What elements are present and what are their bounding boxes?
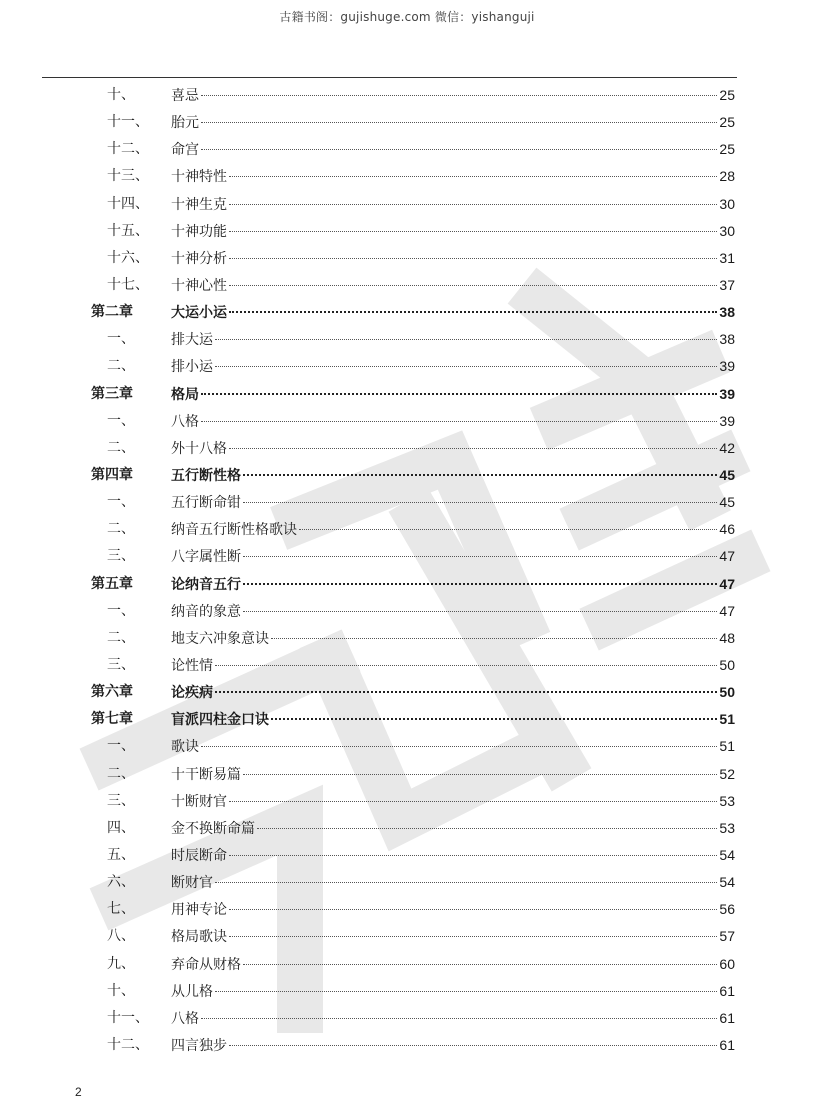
toc-entry-page[interactable]: 53 — [719, 819, 735, 836]
toc-dot-leader — [215, 691, 717, 693]
toc-section-row[interactable] — [0, 815, 814, 842]
toc-entry-body[interactable] — [171, 923, 735, 951]
toc-dot-leader — [201, 1018, 717, 1019]
toc-entry-page[interactable]: 54 — [719, 846, 735, 863]
toc-entry-number: 十一、 — [107, 1009, 149, 1026]
toc-entry-body[interactable] — [171, 788, 735, 816]
toc-entry-page[interactable]: 47 — [719, 602, 735, 619]
toc-entry-title[interactable]: 断财官 — [171, 875, 213, 892]
toc-section-row[interactable] — [0, 326, 814, 353]
toc-chapter-row[interactable] — [0, 381, 814, 408]
toc-entry-title[interactable]: 命宫 — [171, 142, 199, 159]
toc-entry-page[interactable]: 47 — [719, 548, 735, 565]
toc-section-row[interactable] — [0, 869, 814, 896]
toc-entry-number: 第二章 — [91, 304, 133, 321]
toc-section-row[interactable] — [0, 951, 814, 978]
toc-entry-page[interactable]: 51 — [719, 711, 735, 728]
toc-entry-number: 三、 — [107, 656, 135, 673]
toc-entry-body[interactable] — [171, 1005, 735, 1033]
toc-entry-body[interactable] — [171, 842, 735, 870]
toc-entry-title[interactable]: 喜忌 — [171, 88, 199, 104]
toc-entry-number: 九、 — [107, 955, 135, 972]
toc-dot-leader — [271, 718, 717, 720]
toc-section-row[interactable] — [0, 191, 814, 218]
toc-dot-leader — [215, 991, 717, 992]
toc-entry-body[interactable] — [171, 951, 735, 979]
toc-entry-body[interactable] — [171, 869, 735, 897]
toc-entry-number: 一、 — [107, 602, 135, 619]
toc-dot-leader — [201, 149, 717, 150]
toc-section-row[interactable] — [0, 245, 814, 272]
toc-entry-number: 十五、 — [107, 222, 149, 239]
toc-entry-number: 四、 — [107, 819, 135, 836]
toc-entry-page[interactable]: 51 — [719, 738, 735, 755]
toc-dot-leader — [201, 95, 717, 96]
toc-entry-title[interactable]: 从儿格 — [171, 983, 213, 1000]
toc-entry-page[interactable]: 45 — [719, 494, 735, 511]
toc-entry-number: 二、 — [107, 358, 135, 375]
toc-dot-leader — [215, 882, 717, 883]
toc-entry-title[interactable]: 八格 — [171, 413, 199, 430]
toc-entry-page[interactable]: 56 — [719, 901, 735, 918]
table-of-contents — [0, 82, 814, 1059]
toc-entry-page[interactable]: 61 — [719, 982, 735, 999]
toc-chapter-row[interactable] — [0, 679, 814, 706]
toc-entry-body[interactable] — [171, 245, 735, 273]
toc-entry-page[interactable]: 54 — [719, 874, 735, 891]
toc-chapter-row[interactable] — [0, 571, 814, 598]
toc-dot-leader — [271, 638, 717, 639]
toc-entry-number: 第六章 — [91, 684, 133, 701]
toc-entry-page[interactable]: 47 — [719, 575, 735, 592]
toc-entry-title[interactable]: 盲派四柱金口诀 — [171, 712, 269, 729]
toc-entry-body[interactable] — [171, 326, 735, 354]
toc-entry-page[interactable]: 39 — [719, 412, 735, 429]
toc-dot-leader — [299, 529, 717, 530]
toc-entry-title[interactable]: 格局 — [171, 386, 199, 403]
toc-entry-page[interactable]: 28 — [719, 168, 735, 185]
toc-section-row[interactable] — [0, 978, 814, 1005]
toc-section-row[interactable] — [0, 733, 814, 760]
toc-entry-number: 十、 — [107, 87, 135, 103]
toc-section-row[interactable] — [0, 163, 814, 190]
toc-section-row[interactable] — [0, 272, 814, 299]
toc-entry-title[interactable]: 时辰断命 — [171, 847, 227, 864]
toc-section-row[interactable] — [0, 353, 814, 380]
toc-section-row[interactable] — [0, 652, 814, 679]
toc-entry-number: 二、 — [107, 521, 135, 538]
toc-dot-leader — [215, 366, 717, 367]
toc-entry-page[interactable]: 39 — [719, 385, 735, 402]
toc-entry-body[interactable] — [171, 109, 735, 137]
toc-section-row[interactable] — [0, 598, 814, 625]
toc-entry-number: 八、 — [107, 928, 135, 945]
toc-entry-body[interactable] — [171, 82, 735, 110]
toc-entry-page[interactable]: 42 — [719, 439, 735, 456]
toc-entry-body[interactable] — [171, 489, 735, 517]
toc-section-row[interactable] — [0, 788, 814, 815]
toc-entry-page[interactable]: 30 — [719, 222, 735, 239]
toc-entry-body[interactable] — [171, 163, 735, 191]
toc-entry-number: 十二、 — [107, 1036, 149, 1053]
toc-entry-body[interactable] — [171, 1032, 735, 1060]
toc-entry-number: 第七章 — [91, 711, 133, 728]
toc-section-row[interactable] — [0, 435, 814, 462]
toc-entry-page[interactable]: 50 — [719, 684, 735, 701]
toc-entry-number: 二、 — [107, 629, 135, 646]
toc-section-row[interactable] — [0, 923, 814, 950]
toc-entry-number: 十、 — [107, 982, 135, 999]
toc-chapter-row[interactable] — [0, 706, 814, 733]
toc-entry-number: 第四章 — [91, 466, 133, 483]
toc-entry-page[interactable]: 25 — [719, 87, 735, 103]
toc-dot-leader — [229, 448, 717, 449]
toc-entry-body[interactable] — [171, 272, 735, 300]
toc-entry-title[interactable]: 十神功能 — [171, 223, 227, 240]
toc-dot-leader — [243, 502, 717, 503]
toc-entry-body[interactable] — [171, 191, 735, 219]
toc-entry-page[interactable]: 48 — [719, 629, 735, 646]
toc-entry-page[interactable]: 61 — [719, 1009, 735, 1026]
toc-entry-page[interactable]: 60 — [719, 955, 735, 972]
toc-entry-body[interactable] — [171, 218, 735, 246]
toc-dot-leader — [229, 176, 717, 177]
toc-section-row[interactable] — [0, 761, 814, 788]
toc-entry-title[interactable]: 十神特性 — [171, 169, 227, 186]
toc-entry-page[interactable]: 57 — [719, 928, 735, 945]
toc-entry-page[interactable]: 25 — [719, 141, 735, 158]
toc-section-row[interactable] — [0, 896, 814, 923]
toc-entry-number: 七、 — [107, 901, 135, 918]
toc-entry-title[interactable]: 用神专论 — [171, 902, 227, 919]
toc-entry-title[interactable]: 十神生克 — [171, 196, 227, 213]
toc-dot-leader — [201, 393, 717, 395]
toc-entry-number: 五、 — [107, 846, 135, 863]
toc-entry-number: 十一、 — [107, 114, 149, 131]
header-rule — [42, 77, 737, 78]
toc-entry-body[interactable] — [171, 815, 735, 843]
toc-entry-body[interactable] — [171, 408, 735, 436]
toc-entry-body[interactable] — [171, 625, 735, 653]
toc-entry-body[interactable] — [171, 652, 735, 680]
toc-dot-leader — [229, 855, 717, 856]
toc-entry-body[interactable] — [171, 516, 735, 544]
toc-entry-body[interactable] — [171, 299, 735, 327]
page-number: 2 — [75, 1085, 82, 1099]
toc-dot-leader — [215, 665, 717, 666]
toc-entry-number: 十三、 — [107, 168, 149, 185]
toc-entry-number: 一、 — [107, 494, 135, 511]
toc-section-row[interactable] — [0, 82, 814, 109]
toc-entry-page[interactable]: 53 — [719, 792, 735, 809]
toc-entry-body[interactable] — [171, 543, 735, 571]
toc-entry-title[interactable]: 五行断命钳 — [171, 495, 241, 512]
toc-entry-page[interactable]: 31 — [719, 249, 735, 266]
page-header — [0, 8, 814, 25]
toc-entry-title[interactable]: 弃命从财格 — [171, 956, 241, 973]
toc-chapter-row[interactable] — [0, 462, 814, 489]
toc-entry-body[interactable] — [171, 733, 735, 761]
toc-entry-title[interactable]: 外十八格 — [171, 440, 227, 457]
toc-entry-title[interactable]: 十干断易篇 — [171, 766, 241, 783]
toc-dot-leader — [229, 909, 717, 910]
toc-entry-number: 六、 — [107, 874, 135, 891]
toc-entry-body[interactable] — [171, 598, 735, 626]
toc-dot-leader — [229, 936, 717, 937]
toc-entry-title[interactable]: 论性情 — [171, 657, 213, 674]
toc-entry-body[interactable] — [171, 679, 735, 707]
toc-dot-leader — [243, 611, 717, 612]
toc-section-row[interactable] — [0, 1032, 814, 1059]
toc-entry-page[interactable]: 38 — [719, 304, 735, 321]
toc-entry-body[interactable] — [171, 978, 735, 1006]
toc-section-row[interactable] — [0, 543, 814, 570]
toc-entry-page[interactable]: 39 — [719, 358, 735, 375]
toc-entry-page[interactable]: 38 — [719, 331, 735, 348]
toc-entry-number: 第三章 — [91, 385, 133, 402]
toc-entry-number: 十七、 — [107, 276, 149, 293]
toc-entry-title[interactable]: 五行断性格 — [171, 467, 241, 484]
header-text: 古籍书阁：gujishuge.com 微信：yishanguji — [279, 10, 535, 24]
toc-section-row[interactable] — [0, 625, 814, 652]
toc-entry-title[interactable]: 四言独步 — [171, 1037, 227, 1054]
toc-entry-title[interactable]: 地支六冲象意诀 — [171, 630, 269, 647]
toc-entry-page[interactable]: 25 — [719, 114, 735, 131]
toc-entry-title[interactable]: 八字属性断 — [171, 549, 241, 566]
toc-entry-number: 一、 — [107, 738, 135, 755]
toc-dot-leader — [243, 556, 717, 557]
toc-entry-body[interactable] — [171, 381, 735, 409]
toc-entry-number: 一、 — [107, 331, 135, 348]
toc-dot-leader — [229, 1045, 717, 1046]
toc-dot-leader — [229, 311, 717, 313]
toc-entry-title[interactable]: 金不换断命篇 — [171, 820, 255, 837]
toc-entry-body[interactable] — [171, 353, 735, 381]
toc-dot-leader — [243, 583, 717, 585]
toc-entry-page[interactable]: 52 — [719, 765, 735, 782]
toc-entry-number: 十六、 — [107, 249, 149, 266]
toc-dot-leader — [229, 258, 717, 259]
toc-entry-body[interactable] — [171, 462, 735, 490]
toc-entry-number: 二、 — [107, 765, 135, 782]
toc-entry-number: 十四、 — [107, 195, 149, 212]
toc-entry-title[interactable]: 论疾病 — [171, 685, 213, 702]
toc-dot-leader — [229, 204, 717, 205]
toc-entry-page[interactable]: 61 — [719, 1036, 735, 1053]
toc-dot-leader — [215, 339, 717, 340]
toc-dot-leader — [201, 421, 717, 422]
toc-entry-title[interactable]: 歌诀 — [171, 739, 199, 756]
toc-entry-number: 二、 — [107, 439, 135, 456]
toc-section-row[interactable] — [0, 218, 814, 245]
toc-entry-page[interactable]: 37 — [719, 276, 735, 293]
toc-entry-title[interactable]: 纳音的象意 — [171, 603, 241, 620]
toc-dot-leader — [229, 801, 717, 802]
toc-entry-title[interactable]: 十神心性 — [171, 277, 227, 294]
toc-dot-leader — [201, 122, 717, 123]
toc-entry-number: 三、 — [107, 792, 135, 809]
toc-entry-body[interactable] — [171, 435, 735, 463]
toc-dot-leader — [229, 231, 717, 232]
toc-section-row[interactable] — [0, 109, 814, 136]
toc-entry-title[interactable]: 纳音五行断性格歌诀 — [171, 522, 297, 539]
toc-dot-leader — [201, 746, 717, 747]
toc-entry-body[interactable] — [171, 896, 735, 924]
toc-entry-title[interactable]: 十断财官 — [171, 793, 227, 810]
toc-entry-number: 一、 — [107, 412, 135, 429]
toc-entry-title[interactable]: 排大运 — [171, 332, 213, 349]
toc-section-row[interactable] — [0, 408, 814, 435]
toc-section-row[interactable] — [0, 516, 814, 543]
toc-entry-body[interactable] — [171, 136, 735, 164]
toc-entry-body[interactable] — [171, 571, 735, 599]
toc-entry-number: 十二、 — [107, 141, 149, 158]
toc-entry-title[interactable]: 论纳音五行 — [171, 576, 241, 593]
toc-section-row[interactable] — [0, 489, 814, 516]
toc-section-row[interactable] — [0, 1005, 814, 1032]
toc-entry-page[interactable]: 45 — [719, 466, 735, 483]
toc-entry-title[interactable]: 大运小运 — [171, 305, 227, 322]
toc-entry-number: 三、 — [107, 548, 135, 565]
toc-entry-body[interactable] — [171, 706, 735, 734]
toc-dot-leader — [243, 474, 717, 476]
toc-entry-page[interactable]: 30 — [719, 195, 735, 212]
toc-entry-title[interactable]: 排小运 — [171, 359, 213, 376]
toc-dot-leader — [257, 828, 717, 829]
toc-chapter-row[interactable] — [0, 299, 814, 326]
toc-entry-number: 第五章 — [91, 575, 133, 592]
toc-section-row[interactable] — [0, 842, 814, 869]
toc-dot-leader — [229, 285, 717, 286]
toc-entry-page[interactable]: 46 — [719, 521, 735, 538]
toc-entry-title[interactable]: 格局歌诀 — [171, 929, 227, 946]
toc-section-row[interactable] — [0, 136, 814, 163]
toc-entry-title[interactable]: 十神分析 — [171, 250, 227, 267]
toc-dot-leader — [243, 964, 717, 965]
toc-entry-title[interactable]: 胎元 — [171, 115, 199, 132]
toc-entry-page[interactable]: 50 — [719, 656, 735, 673]
toc-entry-body[interactable] — [171, 761, 735, 789]
toc-dot-leader — [243, 774, 717, 775]
toc-entry-title[interactable]: 八格 — [171, 1010, 199, 1027]
